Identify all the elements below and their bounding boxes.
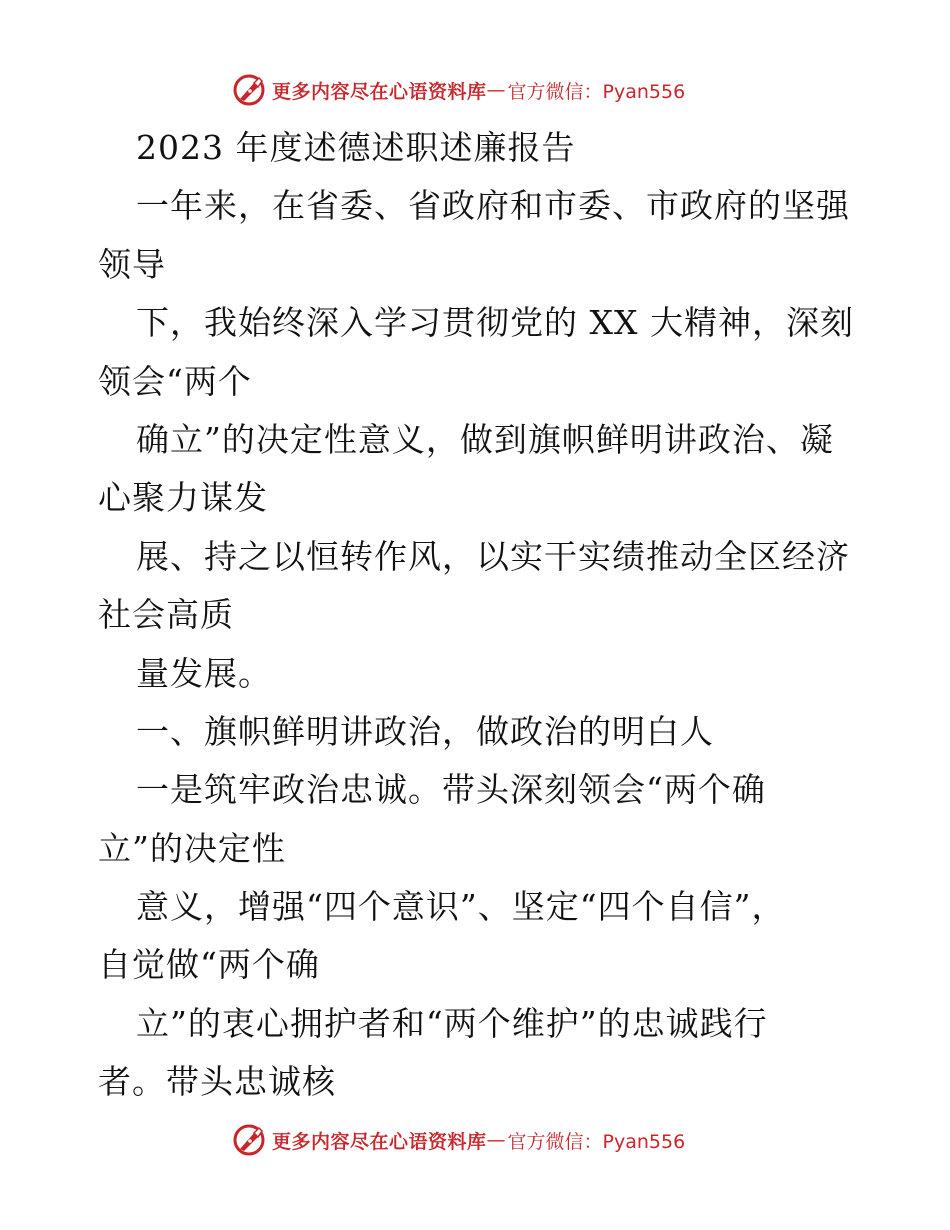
- text-line: 展、持之以恒转作风，以实干实绩推动全区经济: [136, 536, 850, 576]
- text-line: 心聚力谋发: [98, 478, 268, 518]
- header-banner: [232, 70, 732, 110]
- text-line: 量发展。: [136, 653, 272, 693]
- text-line: 下，我始终深入学习贯彻党的 XX 大精神，深刻: [136, 303, 854, 343]
- text-line: 领会“两个: [98, 361, 252, 401]
- text-line: 社会高质: [98, 595, 234, 635]
- text-line: 立”的决定性: [98, 828, 286, 868]
- pen-nib-logo-icon: [232, 73, 266, 107]
- document-title: 2023 年度述德述职述廉报告: [136, 128, 576, 167]
- footer-slogan: 更多内容尽在心语资料库: [272, 1130, 487, 1153]
- header-slogan: 更多内容尽在心语资料库: [272, 80, 487, 103]
- text-line: 一是筑牢政治忠诚。带头深刻领会“两个确: [136, 770, 766, 810]
- text-line: 立”的衷心拥护者和“两个维护”的忠诚践行: [136, 1003, 768, 1043]
- text-line: 意义，增强“四个意识”、坚定“四个自信”，: [136, 887, 786, 927]
- text-line: 者。带头忠诚核: [98, 1062, 336, 1102]
- text-line: 一年来，在省委、省政府和市委、市政府的坚强: [136, 186, 850, 226]
- header-contact: 官方微信：Pyan556: [507, 80, 686, 103]
- document-body: [98, 119, 858, 1112]
- section-heading: 一、旗帜鲜明讲政治，做政治的明白人: [136, 711, 714, 751]
- pen-nib-logo-icon: [232, 1123, 266, 1157]
- footer-separator: —: [486, 1129, 506, 1151]
- header-separator: —: [486, 79, 506, 101]
- text-line: 自觉做“两个确: [98, 945, 320, 985]
- text-line: 确立”的决定性意义，做到旗帜鲜明讲政治、凝: [136, 419, 834, 459]
- footer-banner: [232, 1120, 732, 1160]
- footer-contact: 官方微信：Pyan556: [507, 1130, 686, 1153]
- text-line: 领导: [98, 244, 166, 284]
